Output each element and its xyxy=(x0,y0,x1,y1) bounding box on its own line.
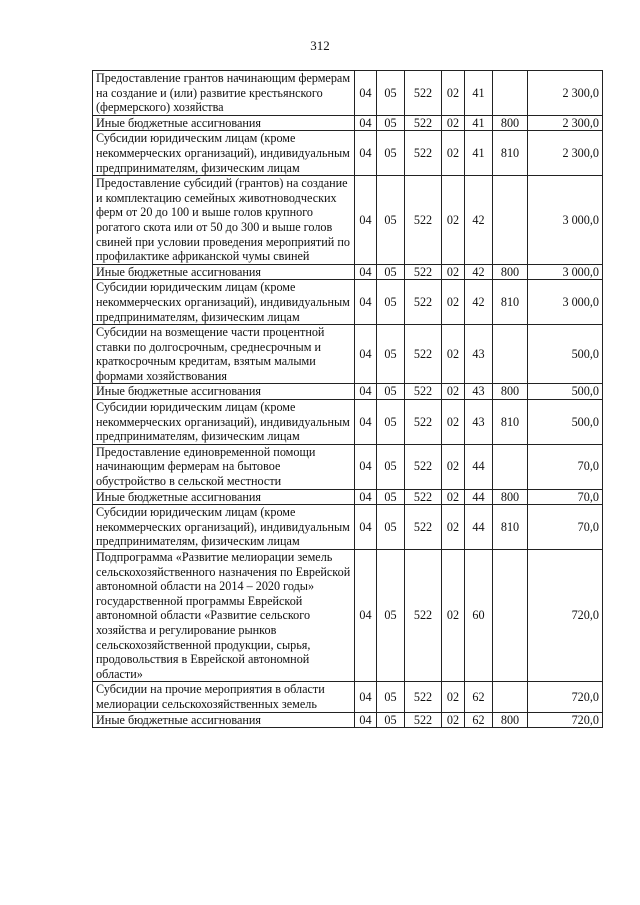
target-article-code-2-cell: 02 xyxy=(442,176,465,265)
table-row xyxy=(93,444,603,489)
target-article-code-3-cell: 43 xyxy=(465,325,493,384)
section-code-cell: 04 xyxy=(355,489,377,505)
target-article-code-3-cell: 41 xyxy=(465,115,493,131)
row-name-cell: Предоставление грантов начинающим фермерам на создание и (или) развитие крестьянского (фермерского) хозяйства xyxy=(93,71,355,116)
subsection-code-cell: 05 xyxy=(377,712,405,728)
row-name-cell: Иные бюджетные ассигнования xyxy=(93,489,355,505)
target-article-code-2-cell: 02 xyxy=(442,325,465,384)
section-code-cell: 04 xyxy=(355,384,377,400)
target-article-code-2-cell: 02 xyxy=(442,505,465,550)
target-article-code-3-cell: 44 xyxy=(465,505,493,550)
subsection-code-cell: 05 xyxy=(377,489,405,505)
row-name-cell: Субсидии юридическим лицам (кроме некоммерческих организаций), индивидуальным предпринимателям, физическим лицам xyxy=(93,280,355,325)
row-name-cell: Субсидии на прочие мероприятия в области мелиорации сельскохозяйственных земель xyxy=(93,682,355,712)
amount-cell: 2 300,0 xyxy=(528,115,603,131)
expense-type-code-cell: 810 xyxy=(493,505,528,550)
amount-cell: 500,0 xyxy=(528,325,603,384)
page-number: 312 xyxy=(310,38,330,53)
expense-type-code-cell xyxy=(493,444,528,489)
budget-table-body xyxy=(93,71,603,728)
budget-table xyxy=(92,70,603,728)
row-name-cell: Иные бюджетные ассигнования xyxy=(93,264,355,280)
target-article-code-1-cell: 522 xyxy=(405,325,442,384)
row-name-cell: Субсидии юридическим лицам (кроме некоммерческих организаций), индивидуальным предпринимателям, физическим лицам xyxy=(93,400,355,445)
section-code-cell: 04 xyxy=(355,682,377,712)
row-name-cell: Предоставление единовременной помощи начинающим фермерам на бытовое обустройство в сельской местности xyxy=(93,444,355,489)
target-article-code-1-cell: 522 xyxy=(405,489,442,505)
target-article-code-1-cell: 522 xyxy=(405,115,442,131)
target-article-code-3-cell: 41 xyxy=(465,131,493,176)
subsection-code-cell: 05 xyxy=(377,682,405,712)
table-row xyxy=(93,325,603,384)
target-article-code-1-cell: 522 xyxy=(405,444,442,489)
subsection-code-cell: 05 xyxy=(377,280,405,325)
expense-type-code-cell: 800 xyxy=(493,115,528,131)
section-code-cell: 04 xyxy=(355,131,377,176)
subsection-code-cell: 05 xyxy=(377,400,405,445)
section-code-cell: 04 xyxy=(355,712,377,728)
section-code-cell: 04 xyxy=(355,71,377,116)
amount-cell: 3 000,0 xyxy=(528,264,603,280)
subsection-code-cell: 05 xyxy=(377,71,405,116)
table-row xyxy=(93,115,603,131)
row-name-cell: Подпрограмма «Развитие мелиорации земель сельскохозяйственного назначения по Еврейской автономной области на 2014 – 2020 годы» государственной программы Еврейской автономной области «Развитие сельского хозяйства и регулирование рынков сельскохозяйственной продукции, сырья, продовольствия в Еврейской автономной области» xyxy=(93,550,355,682)
row-name-cell: Субсидии юридическим лицам (кроме некоммерческих организаций), индивидуальным предпринимателям, физическим лицам xyxy=(93,131,355,176)
target-article-code-3-cell: 42 xyxy=(465,176,493,265)
row-name-cell: Субсидии на возмещение части процентной ставки по долгосрочным, среднесрочным и краткосрочным кредитам, взятым малыми формами хозяйствования xyxy=(93,325,355,384)
target-article-code-1-cell: 522 xyxy=(405,131,442,176)
target-article-code-1-cell: 522 xyxy=(405,682,442,712)
target-article-code-2-cell: 02 xyxy=(442,400,465,445)
table-row xyxy=(93,712,603,728)
target-article-code-1-cell: 522 xyxy=(405,400,442,445)
expense-type-code-cell: 800 xyxy=(493,384,528,400)
amount-cell: 70,0 xyxy=(528,489,603,505)
target-article-code-3-cell: 44 xyxy=(465,444,493,489)
table-row xyxy=(93,131,603,176)
row-name-cell: Субсидии юридическим лицам (кроме некоммерческих организаций), индивидуальным предпринимателям, физическим лицам xyxy=(93,505,355,550)
table-row xyxy=(93,550,603,682)
expense-type-code-cell xyxy=(493,325,528,384)
expense-type-code-cell xyxy=(493,176,528,265)
row-name-cell: Предоставление субсидий (грантов) на создание и комплектацию семейных животноводческих ферм от 20 до 100 и выше голов крупного рогатого скота или от 50 до 300 и выше голов свиней при условии проведения мероприятий по профилактике африканской чумы свиней xyxy=(93,176,355,265)
section-code-cell: 04 xyxy=(355,280,377,325)
expense-type-code-cell xyxy=(493,682,528,712)
target-article-code-1-cell: 522 xyxy=(405,176,442,265)
table-row xyxy=(93,400,603,445)
row-name-cell: Иные бюджетные ассигнования xyxy=(93,384,355,400)
subsection-code-cell: 05 xyxy=(377,505,405,550)
subsection-code-cell: 05 xyxy=(377,444,405,489)
expense-type-code-cell: 810 xyxy=(493,280,528,325)
amount-cell: 720,0 xyxy=(528,712,603,728)
target-article-code-2-cell: 02 xyxy=(442,71,465,116)
amount-cell: 2 300,0 xyxy=(528,71,603,116)
target-article-code-3-cell: 44 xyxy=(465,489,493,505)
target-article-code-2-cell: 02 xyxy=(442,264,465,280)
table-row xyxy=(93,264,603,280)
amount-cell: 500,0 xyxy=(528,400,603,445)
expense-type-code-cell: 810 xyxy=(493,131,528,176)
table-row xyxy=(93,505,603,550)
table-row xyxy=(93,280,603,325)
target-article-code-1-cell: 522 xyxy=(405,280,442,325)
expense-type-code-cell xyxy=(493,550,528,682)
target-article-code-2-cell: 02 xyxy=(442,131,465,176)
target-article-code-2-cell: 02 xyxy=(442,280,465,325)
row-name-cell: Иные бюджетные ассигнования xyxy=(93,712,355,728)
subsection-code-cell: 05 xyxy=(377,384,405,400)
subsection-code-cell: 05 xyxy=(377,176,405,265)
target-article-code-2-cell: 02 xyxy=(442,444,465,489)
target-article-code-1-cell: 522 xyxy=(405,505,442,550)
target-article-code-3-cell: 42 xyxy=(465,264,493,280)
target-article-code-2-cell: 02 xyxy=(442,712,465,728)
target-article-code-2-cell: 02 xyxy=(442,682,465,712)
amount-cell: 500,0 xyxy=(528,384,603,400)
table-row xyxy=(93,489,603,505)
target-article-code-3-cell: 60 xyxy=(465,550,493,682)
subsection-code-cell: 05 xyxy=(377,131,405,176)
amount-cell: 2 300,0 xyxy=(528,131,603,176)
expense-type-code-cell: 800 xyxy=(493,712,528,728)
subsection-code-cell: 05 xyxy=(377,115,405,131)
expense-type-code-cell: 810 xyxy=(493,400,528,445)
expense-type-code-cell: 800 xyxy=(493,489,528,505)
target-article-code-3-cell: 43 xyxy=(465,400,493,445)
section-code-cell: 04 xyxy=(355,444,377,489)
amount-cell: 70,0 xyxy=(528,505,603,550)
target-article-code-2-cell: 02 xyxy=(442,384,465,400)
target-article-code-2-cell: 02 xyxy=(442,115,465,131)
expense-type-code-cell xyxy=(493,71,528,116)
section-code-cell: 04 xyxy=(355,325,377,384)
section-code-cell: 04 xyxy=(355,176,377,265)
target-article-code-2-cell: 02 xyxy=(442,550,465,682)
section-code-cell: 04 xyxy=(355,115,377,131)
target-article-code-3-cell: 62 xyxy=(465,712,493,728)
expense-type-code-cell: 800 xyxy=(493,264,528,280)
target-article-code-3-cell: 41 xyxy=(465,71,493,116)
amount-cell: 3 000,0 xyxy=(528,176,603,265)
target-article-code-1-cell: 522 xyxy=(405,384,442,400)
target-article-code-1-cell: 522 xyxy=(405,712,442,728)
target-article-code-3-cell: 43 xyxy=(465,384,493,400)
section-code-cell: 04 xyxy=(355,505,377,550)
section-code-cell: 04 xyxy=(355,400,377,445)
table-row xyxy=(93,71,603,116)
target-article-code-3-cell: 42 xyxy=(465,280,493,325)
subsection-code-cell: 05 xyxy=(377,550,405,682)
section-code-cell: 04 xyxy=(355,264,377,280)
subsection-code-cell: 05 xyxy=(377,325,405,384)
target-article-code-1-cell: 522 xyxy=(405,550,442,682)
subsection-code-cell: 05 xyxy=(377,264,405,280)
target-article-code-3-cell: 62 xyxy=(465,682,493,712)
amount-cell: 720,0 xyxy=(528,550,603,682)
table-row xyxy=(93,176,603,265)
amount-cell: 720,0 xyxy=(528,682,603,712)
target-article-code-1-cell: 522 xyxy=(405,71,442,116)
target-article-code-1-cell: 522 xyxy=(405,264,442,280)
row-name-cell: Иные бюджетные ассигнования xyxy=(93,115,355,131)
table-row xyxy=(93,384,603,400)
table-row xyxy=(93,682,603,712)
section-code-cell: 04 xyxy=(355,550,377,682)
target-article-code-2-cell: 02 xyxy=(442,489,465,505)
amount-cell: 70,0 xyxy=(528,444,603,489)
amount-cell: 3 000,0 xyxy=(528,280,603,325)
